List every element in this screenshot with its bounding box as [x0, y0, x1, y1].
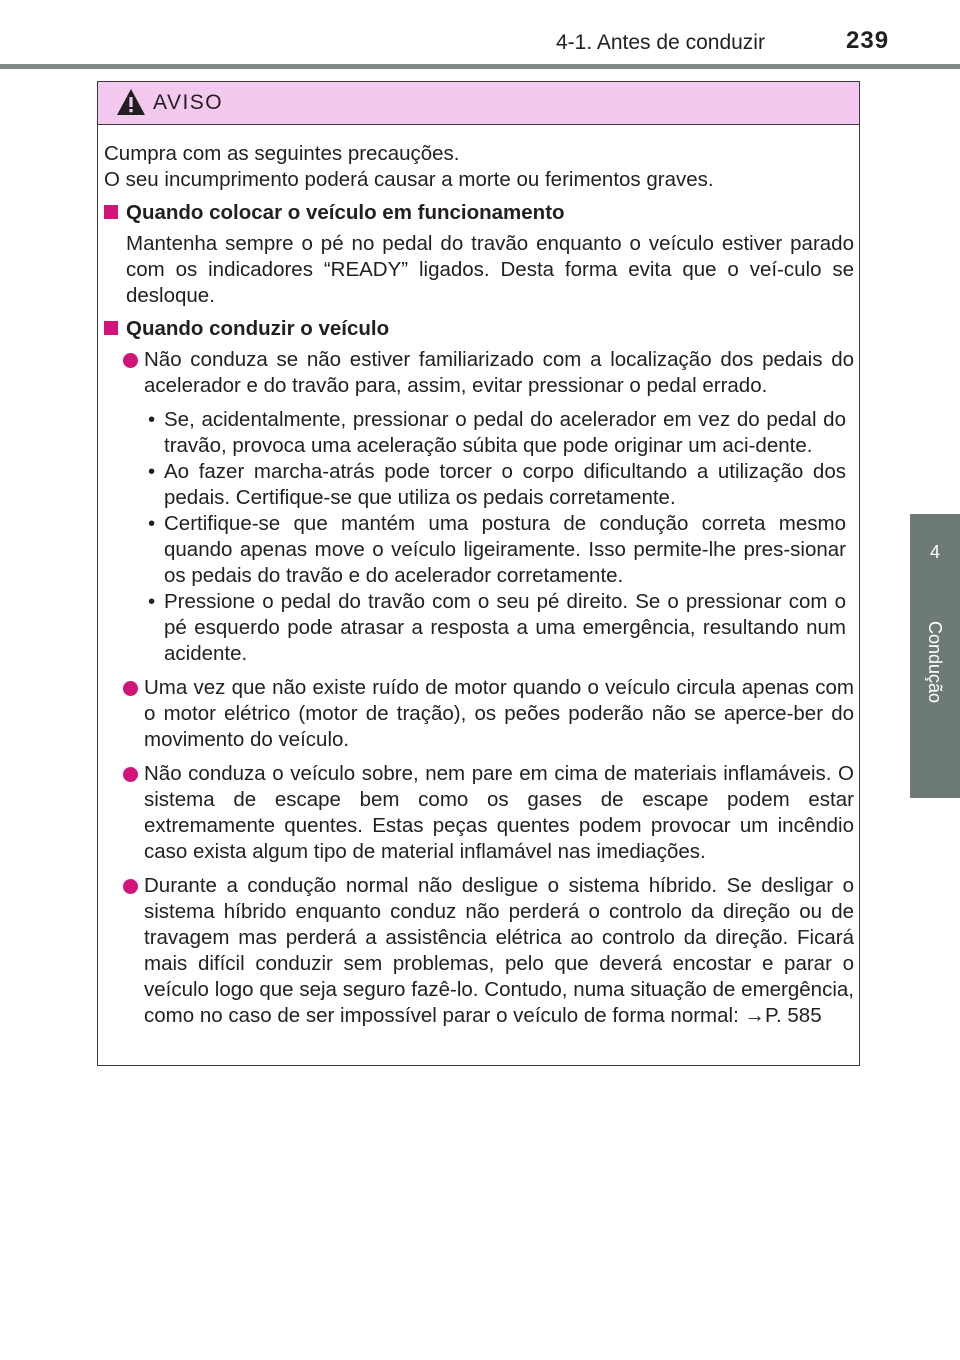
- sub-list: [104, 407, 846, 667]
- bullet-dot-icon: •: [148, 460, 156, 483]
- chapter-number: 4: [929, 542, 940, 562]
- sub-list-item-text: Pressione o pedal do travão com o seu pé direito. Se o pressionar com o pé esquerdo pode atrasar a resposta a uma emergência, resultando num acidente.: [164, 590, 846, 665]
- square-bullet-icon: [104, 321, 118, 335]
- sub-list-item: [146, 589, 846, 667]
- circle-bullet-icon: [123, 353, 138, 368]
- list-item-text: Durante a condução normal não desligue o sistema híbrido. Se desligar o sistema híbrido enquanto conduz não perderá o controlo da direção ou de travagem mas perderá a assistência elétrica ao controlo da direção. Ficará mais difícil conduzir sem problemas, pelo que deverá encostar e parar o veículo logo que seja seguro fazê-lo. Contudo, numa situação de emergência, como no caso de ser impossível parar o veículo de forma normal: →P. 585: [144, 874, 854, 1027]
- bullet-dot-icon: •: [148, 512, 156, 535]
- sub-list-item-text: Ao fazer marcha-atrás pode torcer o corpo dificultando a utilização dos pedais. Certifique-se que utiliza os pedais corretamente.: [164, 460, 846, 509]
- warning-triangle-icon: [116, 88, 146, 116]
- sub-list-item: [146, 511, 846, 589]
- list-item: [104, 347, 854, 399]
- list-item-text: Não conduza o veículo sobre, nem pare em cima de materiais inflamáveis. O sistema de escape bem como os gases de escape podem estar extremamente quentes. Estas peças quentes podem provocar um incêndio caso exista algum tipo de material inflamável nas imediações.: [144, 762, 854, 863]
- bullet-dot-icon: •: [148, 590, 156, 613]
- section-heading-text: Quando colocar o veículo em funcionamento: [126, 201, 565, 224]
- sub-list-item-text: Se, acidentalmente, pressionar o pedal do acelerador em vez do pedal do travão, provoca uma aceleração súbita que pode originar um aci-dente.: [164, 408, 846, 457]
- sub-list-item: [146, 407, 846, 459]
- warning-title: AVISO: [153, 91, 224, 114]
- square-bullet-icon: [104, 205, 118, 219]
- chapter-title: Condução: [925, 620, 945, 704]
- list-item-text: Não conduza se não estiver familiarizado com a localização dos pedais do acelerador e do travão para, assim, evitar pressionar o pedal errado.: [144, 348, 854, 397]
- section-paragraph: Mantenha sempre o pé no pedal do travão enquanto o veículo estiver parado com os indicadores “READY” ligados. Desta forma evita que o veí-culo se desloque.: [126, 232, 854, 307]
- warning-box: [97, 81, 860, 1066]
- warning-header: [98, 82, 859, 125]
- list-item: [104, 873, 854, 1029]
- intro-line-1: Cumpra com as seguintes precauções.: [104, 142, 460, 165]
- chapter-tab: [910, 514, 960, 798]
- page-number: 239: [846, 27, 890, 54]
- sub-list-item-text: Certifique-se que mantém uma postura de condução correta mesmo quando apenas move o veículo ligeiramente. Isso permite-lhe pres-sionar os pedais do travão e do acelerador corretamente.: [164, 512, 846, 587]
- section-heading-start: [104, 200, 854, 226]
- circle-bullet-icon: [123, 879, 138, 894]
- list-item: [104, 761, 854, 865]
- circle-bullet-icon: [123, 681, 138, 696]
- sub-list-item: [146, 459, 846, 511]
- bullet-dot-icon: •: [148, 408, 156, 431]
- section-heading-driving: [104, 316, 854, 342]
- list-item: [104, 675, 854, 753]
- header-rule: [0, 64, 960, 69]
- section-title: 4-1. Antes de conduzir: [556, 31, 765, 54]
- section-heading-text: Quando conduzir o veículo: [126, 317, 390, 340]
- list-item-text: Uma vez que não existe ruído de motor quando o veículo circula apenas com o motor elétrico (motor de tração), os peões poderão não se aperce-ber do movimento do veículo.: [144, 676, 854, 751]
- circle-bullet-icon: [123, 767, 138, 782]
- intro-line-2: O seu incumprimento poderá causar a morte ou ferimentos graves.: [104, 168, 714, 191]
- warning-body: [104, 141, 854, 1037]
